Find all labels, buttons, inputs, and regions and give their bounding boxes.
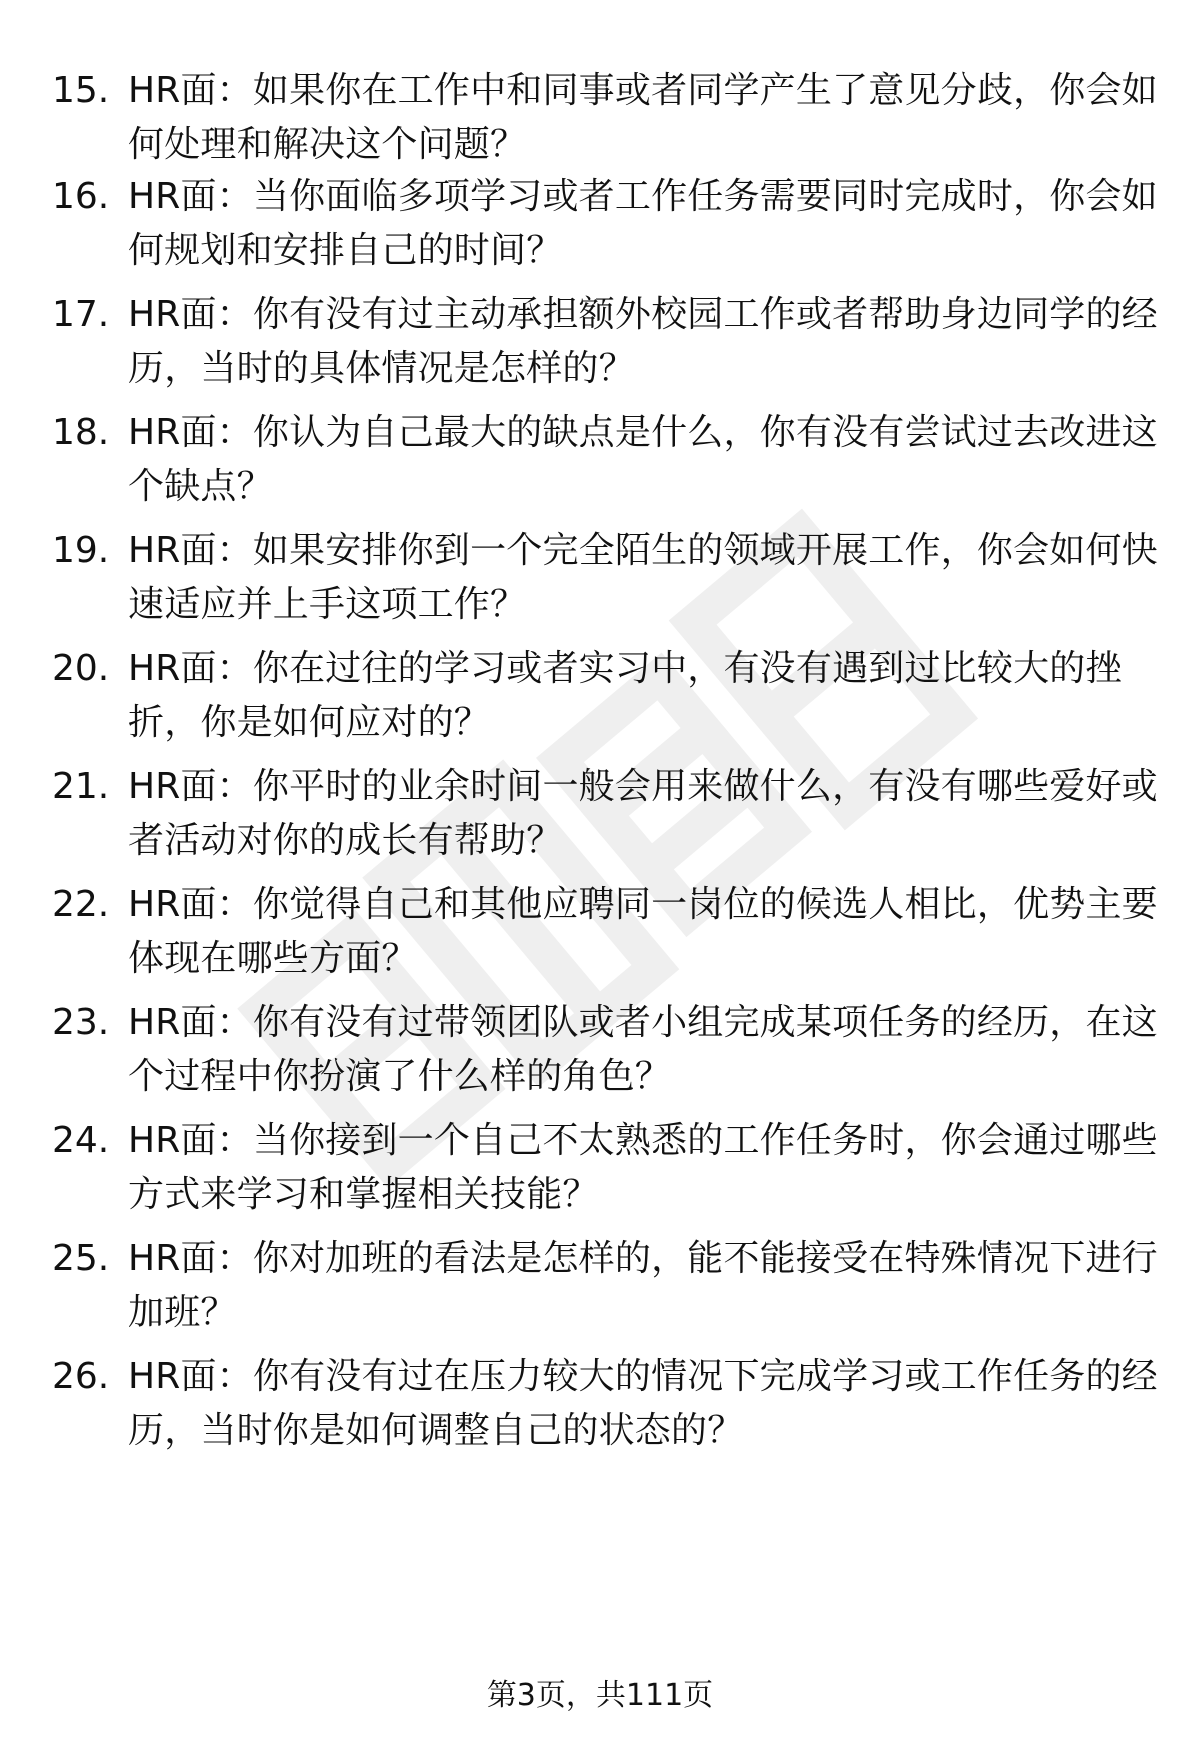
question-text: HR面：你认为自己最大的缺点是什么，你有没有尝试过去改进这个缺点？ <box>128 412 1158 507</box>
question-text: HR面：你有没有过主动承担额外校园工作或者帮助身边同学的经历，当时的具体情况是怎样的？ <box>128 294 1158 389</box>
question-text: HR面：你有没有过在压力较大的情况下完成学习或工作任务的经历，当时你是如何调整自己的状态的？ <box>128 1356 1158 1451</box>
question-text: HR面：你有没有过带领团队或者小组完成某项任务的经历，在这个过程中你扮演了什么样的角色？ <box>128 1002 1158 1097</box>
question-text: HR面：如果安排你到一个完全陌生的领域开展工作，你会如何快速适应并上手这项工作？ <box>128 530 1158 625</box>
question-number: 19. <box>52 530 110 571</box>
page-number-footer: 第3页，共111页 <box>486 1678 714 1713</box>
question-number: 18. <box>52 412 110 453</box>
question-number: 21. <box>52 766 110 807</box>
question-text: HR面：当你接到一个自己不太熟悉的工作任务时，你会通过哪些方式来学习和掌握相关技能？ <box>128 1120 1158 1215</box>
question-number: 23. <box>52 1002 110 1043</box>
question-text: HR面：你觉得自己和其他应聘同一岗位的候选人相比，优势主要体现在哪些方面？ <box>128 884 1158 979</box>
question-number: 22. <box>52 884 110 925</box>
question-number: 26. <box>52 1356 110 1397</box>
question-number: 16. <box>52 176 110 217</box>
question-number: 15. <box>52 70 110 111</box>
question-text: HR面：当你面临多项学习或者工作任务需要同时完成时，你会如何规划和安排自己的时间？ <box>128 176 1158 271</box>
question-number: 25. <box>52 1238 110 1279</box>
question-text: HR面：你在过往的学习或者实习中，有没有遇到过比较大的挫折，你是如何应对的？ <box>128 648 1122 743</box>
question-number: 17. <box>52 294 110 335</box>
question-text: HR面：如果你在工作中和同事或者同学产生了意见分歧，你会如何处理和解决这个问题？ <box>128 70 1158 165</box>
question-text: HR面：你平时的业余时间一般会用来做什么，有没有哪些爱好或者活动对你的成长有帮助？ <box>128 766 1158 861</box>
question-number: 20. <box>52 648 110 689</box>
question-number: 24. <box>52 1120 110 1161</box>
question-text: HR面：你对加班的看法是怎样的，能不能接受在特殊情况下进行加班？ <box>128 1238 1158 1333</box>
